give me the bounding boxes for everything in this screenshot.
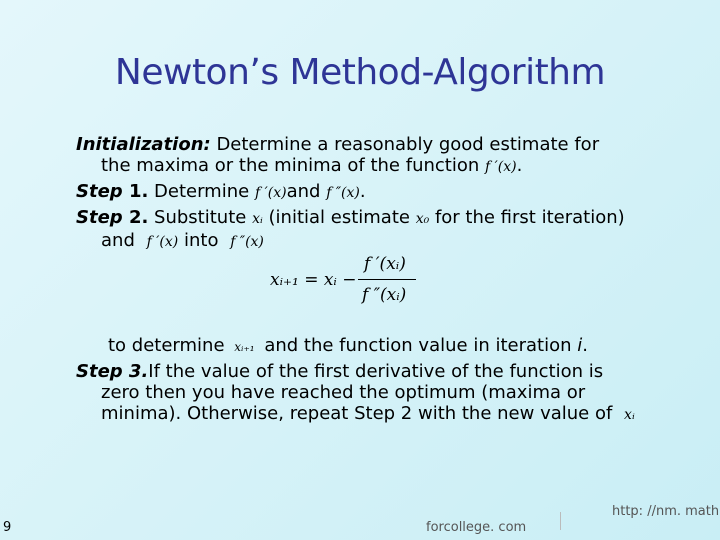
init-line-2 bbox=[101, 155, 522, 178]
page-number: 9 bbox=[3, 520, 12, 535]
step2-text: Substitute bbox=[148, 207, 247, 228]
step2-into: into bbox=[183, 230, 219, 251]
math-x-0: x₀ bbox=[415, 211, 430, 227]
fraction-bar bbox=[358, 279, 416, 280]
step2-paren: (initial estimate bbox=[268, 207, 410, 228]
math-fdprime-x: f ″(x) bbox=[326, 185, 360, 201]
step1-and: and bbox=[286, 181, 321, 202]
newton-formula bbox=[270, 252, 430, 310]
step1-text: Determine bbox=[148, 181, 250, 202]
footer-url-part1: http: //nm. math bbox=[612, 504, 720, 519]
determine-line bbox=[108, 335, 588, 358]
step3-line bbox=[76, 361, 603, 383]
step3-line3: minima). Otherwise, repeat Step 2 with the new value of bbox=[101, 403, 613, 424]
formula-numerator: f ′(xᵢ) bbox=[364, 254, 406, 274]
step1-num: 1. bbox=[122, 181, 149, 202]
step2-line-2 bbox=[101, 230, 264, 253]
step2-line bbox=[76, 207, 625, 230]
to-determine: to determine bbox=[108, 335, 225, 356]
step1-label: Step bbox=[76, 181, 123, 202]
step2-num: 2. bbox=[122, 207, 149, 228]
step2-tail: for the first iteration) bbox=[434, 207, 625, 228]
step1-line bbox=[76, 181, 366, 204]
step3-label: Step 3. bbox=[76, 361, 149, 382]
math-fprime-x-3: f ′(x) bbox=[146, 234, 179, 250]
step3-line-2 bbox=[101, 382, 585, 404]
math-x-ip1: xᵢ₊₁ bbox=[234, 340, 255, 354]
math-fprime-x: f ′(x) bbox=[485, 159, 517, 175]
step3-line-3 bbox=[101, 403, 635, 426]
footer-divider bbox=[560, 512, 561, 530]
init-label: Initialization: bbox=[76, 134, 211, 155]
init-text: Determine a reasonably good estimate for bbox=[210, 134, 600, 155]
math-x-i-2: xᵢ bbox=[624, 407, 635, 423]
step3-line2: zero then you have reached the optimum (maxima or bbox=[101, 382, 586, 403]
step3-line1: If the value of the first derivative of the function is bbox=[148, 361, 604, 382]
footer-url-part2: forcollege. com bbox=[426, 520, 527, 535]
period: . bbox=[359, 181, 366, 202]
period: . bbox=[516, 155, 523, 176]
and-function: and the function value in iteration bbox=[264, 335, 572, 356]
math-x-i: xᵢ bbox=[252, 211, 263, 227]
init-line2-text: the maxima or the minima of the function bbox=[101, 155, 480, 176]
math-fdprime-x-2: f ″(x) bbox=[230, 234, 264, 250]
period: . bbox=[582, 335, 588, 356]
step2-label: Step bbox=[76, 207, 123, 228]
formula-denominator: f ″(xᵢ) bbox=[362, 285, 407, 305]
math-fprime-x-2: f ′(x) bbox=[254, 185, 287, 201]
init-line bbox=[76, 134, 599, 156]
step2-and: and bbox=[101, 230, 135, 251]
formula-lhs: xᵢ₊₁ = xᵢ − bbox=[270, 270, 357, 290]
slide-title: Newton’s Method-Algorithm bbox=[114, 52, 606, 93]
iter-i: i bbox=[577, 335, 583, 356]
